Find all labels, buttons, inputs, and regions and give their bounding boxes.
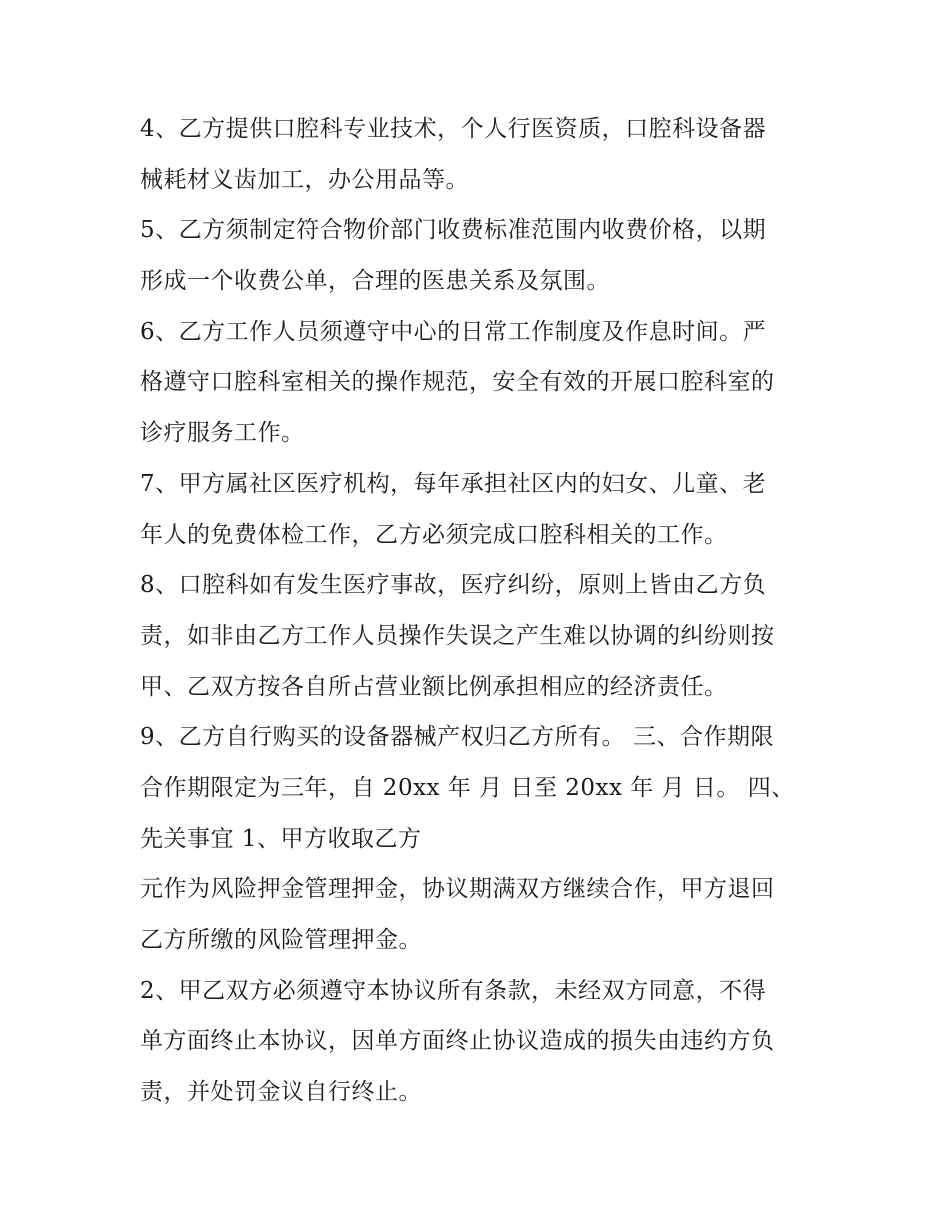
text-line: 9、乙方自行购买的设备器械产权归乙方所有。 三、合作期限 [140, 724, 774, 751]
text-line: 合作期限定为三年，自 20xx 年 月 日至 20xx 年 月 日。 四、 [140, 774, 795, 801]
text-line: 甲、乙双方按各自所占营业额比例承担相应的经济责任。 [140, 673, 728, 700]
text-line: 责，并处罚金议自行终止。 [140, 1079, 422, 1106]
text-line: 格遵守口腔科室相关的操作规范，安全有效的开展口腔科室的 [140, 369, 775, 396]
text-line: 责，如非由乙方工作人员操作失误之产生难以协调的纠纷则按 [140, 622, 775, 649]
text-line: 4、乙方提供口腔科专业技术，个人行医资质，口腔科设备器 [140, 116, 767, 142]
text-line: 单方面终止本协议，因单方面终止协议造成的损失由违约方负 [140, 1028, 775, 1055]
text-line: 6、乙方工作人员须遵守中心的日常工作制度及作息时间。严 [140, 318, 767, 345]
document-body [140, 104, 820, 1118]
text-line: 5、乙方须制定符合物价部门收费标准范围内收费价格，以期 [140, 217, 767, 244]
text-line: 元作为风险押金管理押金，协议期满双方继续合作，甲方退回 [140, 876, 775, 903]
text-line: 形成一个收费公单，合理的医患关系及氛围。 [140, 268, 610, 295]
text-line: 2、甲乙双方必须遵守本协议所有条款，未经双方同意，不得 [140, 977, 767, 1004]
text-line: 械耗材义齿加工，办公用品等。 [140, 166, 469, 193]
text-line: 8、口腔科如有发生医疗事故，医疗纠纷，原则上皆由乙方负 [140, 572, 767, 599]
text-line: 年人的免费体检工作，乙方必须完成口腔科相关的工作。 [140, 521, 728, 548]
text-line: 7、甲方属社区医疗机构，每年承担社区内的妇女、儿童、老 [140, 470, 767, 497]
text-line: 乙方所缴的风险管理押金。 [140, 927, 422, 953]
text-line: 诊疗服务工作。 [140, 420, 305, 447]
text-line: 先关事宜 1、甲方收取乙方 [140, 825, 422, 852]
